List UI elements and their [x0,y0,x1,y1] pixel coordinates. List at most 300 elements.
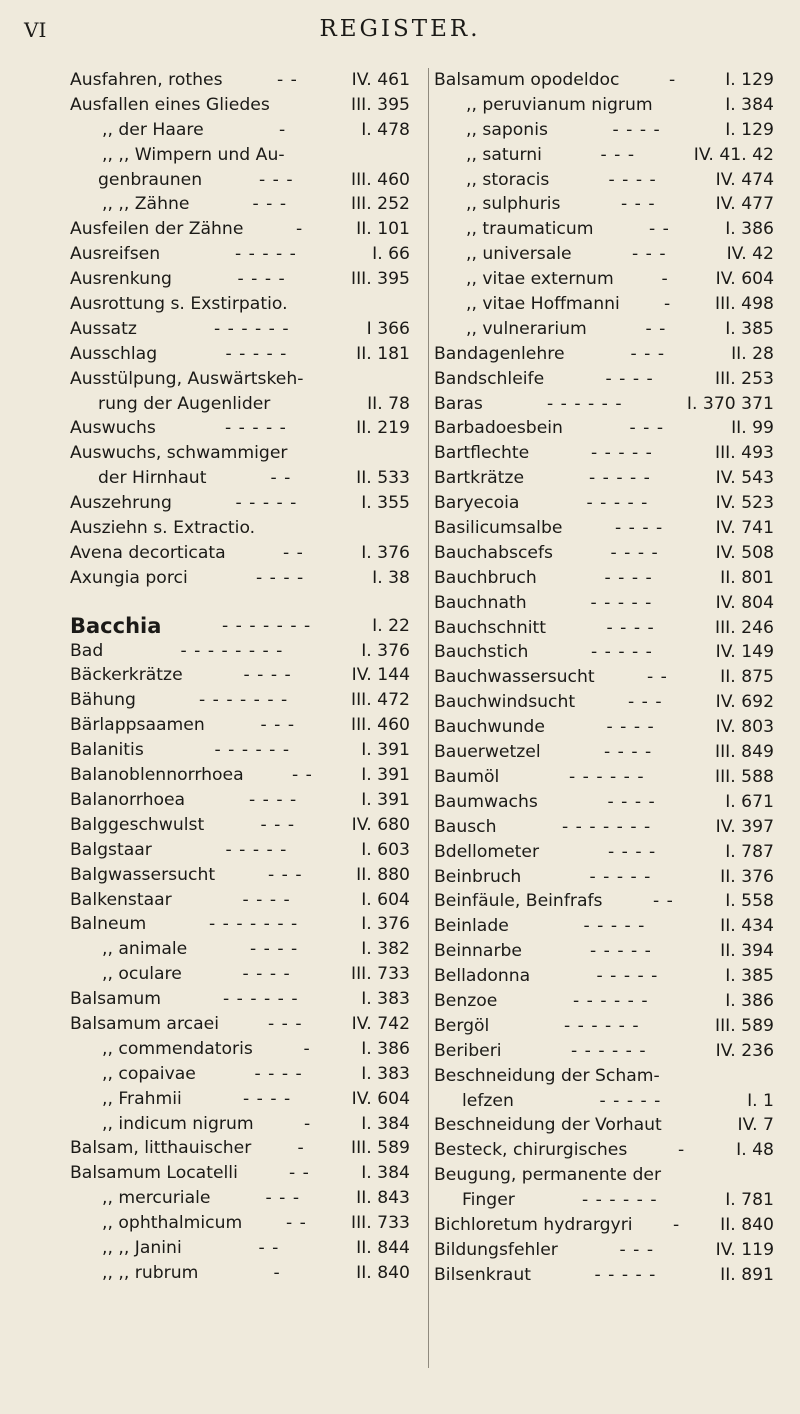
page-reference: II. 99 [731,418,774,439]
leader-dashes: - - - - [605,368,654,389]
index-term: Bildungsfehler [434,1239,558,1260]
index-entry [70,788,420,813]
index-term: Auszehrung [70,493,172,514]
leader-dashes: - - - - [237,269,286,290]
index-term: rung der Augenlider [98,393,271,414]
leader-dashes: - - - - [604,742,653,763]
index-term: genbraunen [98,169,203,190]
index-entry [434,1014,774,1039]
page-reference: IV. 508 [715,542,774,563]
page-reference: IV. 803 [715,717,774,738]
page-reference: IV. 543 [715,468,774,489]
leader-dashes: - - [653,891,674,912]
leader-dashes: - - - - - [225,418,287,439]
page-reference: III. 246 [715,617,774,638]
index-entry [434,591,774,616]
leader-dashes: - - - - [606,617,655,638]
index-entry [70,491,420,516]
leader-dashes: - - - - - - [564,1015,640,1036]
leader-dashes: - - - [268,1013,303,1034]
index-term: Beschneidung der Vorhaut [434,1115,662,1136]
index-term: Finger [462,1190,515,1211]
leader-dashes: - - [270,468,292,489]
index-term: Bdellometer [434,841,540,862]
index-term: ,, universale [466,244,572,265]
leader-dashes: - - - - - [583,916,646,937]
index-entry [434,1089,774,1114]
page-reference: I. 129 [725,119,774,140]
index-term: Bandagenlehre [434,343,565,364]
index-term: Beinlade [434,916,509,937]
page-reference: IV. 461 [351,70,410,90]
leader-dashes: - - - - - [589,468,651,489]
index-entry [434,441,774,466]
index-entry [70,1087,420,1112]
index-term: der Hirnhaut [98,468,207,489]
leader-dashes: - [303,1038,311,1059]
index-term: Balanoblennorrhoea [70,765,244,786]
page-reference: IV. 397 [715,816,774,837]
leader-dashes: - - - - - - [582,1190,658,1211]
page-reference: II. 875 [720,667,774,688]
index-term: ,, vulnerarium [466,318,587,339]
index-entry [434,168,774,193]
index-term: Bartflechte [434,443,530,464]
page-reference: I. 383 [361,1063,410,1084]
leader-dashes: - - - - - - [214,740,291,761]
index-term: Besteck, chirurgisches [434,1140,628,1161]
index-entry [70,566,420,591]
index-entry [434,765,774,790]
index-term: ,, ,, Wimpern und Au- [102,144,285,165]
index-entry [70,1236,420,1261]
index-entry [70,1261,420,1286]
index-entry [434,939,774,964]
page-reference: I. 604 [361,889,410,910]
index-entry [70,392,420,417]
page-reference: III. 589 [715,1015,774,1036]
index-term: Balsamum arcaei [70,1013,219,1034]
index-entry [434,516,774,541]
index-entry [434,790,774,815]
index-entry [434,1263,774,1288]
index-term: ,, vitae Hoffmanni [466,294,620,315]
page-reference: III. 733 [351,1213,410,1234]
index-entry [70,639,420,664]
index-term: Belladonna [434,966,531,987]
leader-dashes: - - - - [250,939,299,960]
index-entry [70,541,420,566]
page-reference: II. 840 [720,1214,774,1235]
leader-dashes: - - - - - [235,493,298,514]
index-term: Balneum [70,914,147,935]
page-reference: I. 671 [725,791,774,812]
index-entry [434,1064,774,1089]
leader-dashes: - [273,1262,281,1283]
index-entry [70,663,420,688]
index-entry [70,987,420,1012]
leader-dashes: - [669,70,677,90]
leader-dashes: - - - - - [225,839,288,860]
index-entry [434,740,774,765]
leader-dashes: - - - [621,194,656,215]
index-entry [434,217,774,242]
page-reference: II. 101 [356,219,410,240]
index-entry [434,143,774,168]
leader-dashes: - [661,269,669,290]
page-reference: I. 355 [361,493,410,514]
leader-dashes: - - - - - - [573,990,649,1011]
leader-dashes: - - - - - [594,1264,657,1285]
page-reference: III. 253 [715,368,774,389]
index-entry [434,317,774,342]
index-term: Bähung [70,690,136,711]
index-term: Basilicumsalbe [434,518,563,539]
index-term: Beugung, permanente der [434,1165,662,1186]
leader-dashes: - - - - [254,1063,303,1084]
leader-dashes: - - - - [615,518,664,539]
leader-dashes: - - - - [612,119,661,140]
index-term: ,, sulphuris [466,194,561,215]
index-term: ,, saponis [466,119,548,140]
page-reference: III. 395 [351,269,410,290]
leader-dashes: - - - [600,144,636,165]
index-term: ,, saturni [466,144,542,165]
index-entry [434,1163,774,1188]
index-term: ,, ,, rubrum [102,1262,199,1283]
page-reference: I. 22 [372,615,410,636]
page-reference: III. 460 [351,715,410,736]
leader-dashes: - - - - - - - [209,914,299,935]
leader-dashes: - - - - - - - [562,816,652,837]
index-term: Ausfahren, rothes [70,70,223,90]
index-term: Bärlappsaamen [70,715,205,736]
index-entry [434,815,774,840]
index-entry [434,1039,774,1064]
leader-dashes: - - - - [242,964,291,985]
index-term: Auswuchs, schwammiger [70,443,288,464]
index-term: Balanorrhoea [70,789,186,810]
page-reference: II. 376 [720,866,774,887]
index-term: Ausfeilen der Zähne [70,219,244,240]
index-term: Beinfäule, Beinfrafs [434,891,603,912]
index-entry [434,342,774,367]
index-term: ,, peruvianum nigrum [466,94,653,115]
page-reference: III. 733 [351,964,410,985]
page-reference: I. 385 [725,318,774,339]
index-entry [434,889,774,914]
index-entry [70,1012,420,1037]
leader-dashes: - - - [630,343,666,364]
index-term: Bauchnath [434,592,527,613]
page-reference: IV. 144 [351,665,410,686]
leader-dashes: - - - - - - - [222,615,312,636]
index-entry [70,838,420,863]
page-reference: I. 384 [361,1113,410,1134]
index-entry [434,392,774,417]
leader-dashes: - - - [629,418,665,439]
index-entry [70,614,420,639]
index-term: ,, mercuriale [102,1188,211,1209]
index-entry [70,466,420,491]
index-entry [434,242,774,267]
index-entry [70,1112,420,1137]
running-title: REGISTER. [319,16,481,42]
page-reference: IV. 680 [351,814,410,835]
leader-dashes: - - [289,1163,310,1184]
page-reference: II. 78 [367,393,410,414]
index-entry [70,168,420,193]
page-reference: I. 386 [725,990,774,1011]
index-entry [70,713,420,738]
leader-dashes: - - [283,542,304,563]
page-reference: III. 460 [351,169,410,190]
leader-dashes: - - - - - - [547,393,623,414]
leader-dashes: - - [277,70,298,90]
index-entry [434,640,774,665]
index-term: Bauerwetzel [434,742,541,763]
index-term: Ausziehn s. Extractio. [70,518,256,539]
index-entry [434,367,774,392]
page-reference: IV. 604 [715,269,774,290]
page-reference: II. 801 [720,567,774,588]
leader-dashes: - - - - [249,789,298,810]
index-term: ,, oculare [102,964,182,985]
leader-dashes: - - [649,219,670,240]
index-term: Bad [70,640,104,661]
page-reference: I. 376 [361,640,410,661]
page-reference: I. 781 [725,1190,774,1211]
index-entry [434,416,774,441]
index-term: Bauchwassersucht [434,667,595,688]
page-reference: I. 66 [372,244,410,265]
index-term: ,, indicum nigrum [102,1113,254,1134]
index-term: Aussatz [70,318,137,339]
leader-dashes: - - - - - - [223,989,299,1010]
index-term: Avena decorticata [70,542,226,563]
index-entry [70,93,420,118]
leader-dashes: - - - - - [590,941,652,962]
page-reference: I. 1 [747,1090,774,1111]
index-term: ,, animale [102,939,188,960]
index-term: Balgstaar [70,839,152,860]
index-term: ,, ,, Janini [102,1237,182,1258]
index-entry [434,715,774,740]
index-entry [70,267,420,292]
page-header [0,14,800,50]
leader-dashes: - [678,1140,686,1161]
leader-dashes: - - - - [608,841,657,862]
index-entry [70,317,420,342]
index-entry [70,738,420,763]
index-entry [434,616,774,641]
leader-dashes: - - - - - [225,343,288,364]
index-term: Benzoe [434,990,498,1011]
section-gap [70,591,420,614]
index-term: Bauchwindsucht [434,692,576,713]
page-reference: II. 434 [720,916,774,937]
index-term: ,, vitae externum [466,269,614,290]
index-entry [70,1211,420,1236]
page-reference: III. 395 [351,94,410,115]
leader-dashes: - - - [619,1239,655,1260]
page-reference: I. 384 [361,1163,410,1184]
index-term: Beschneidung der Scham- [434,1065,660,1086]
page-reference: I. 376 [361,542,410,563]
index-term: ,, copaivae [102,1063,196,1084]
index-entry [70,217,420,242]
page-reference: IV. 474 [715,169,774,190]
index-entry [70,688,420,713]
page-reference: IV. 149 [715,642,774,663]
index-entry [434,914,774,939]
page-reference: I. 383 [361,989,410,1010]
index-term: ,, commendatoris [102,1038,253,1059]
page-reference: I. 38 [372,567,410,588]
index-entry [434,93,774,118]
index-entry [434,192,774,217]
leader-dashes: - - - [632,244,667,265]
index-entry [434,964,774,989]
page-reference: I. 603 [361,839,410,860]
index-term: Bilsenkraut [434,1264,531,1285]
page-reference: IV. 741 [715,518,774,539]
index-entry [70,68,420,93]
page-reference: III. 588 [715,766,774,787]
page-reference: IV. 523 [715,493,774,514]
index-entry [434,690,774,715]
page-reference: IV. 804 [715,592,774,613]
page-reference: III. 498 [715,294,774,315]
index-term: Bandschleife [434,368,545,389]
index-entry [70,118,420,143]
index-term: ,, ,, Zähne [102,194,190,215]
index-term: Bacchia [70,613,162,638]
index-entry [434,1138,774,1163]
page-reference: III. 472 [351,690,410,711]
index-entry [434,989,774,1014]
page-reference: II. 181 [356,343,410,364]
index-entry [70,367,420,392]
index-term: Beinbruch [434,866,522,887]
index-entry [70,342,420,367]
index-term: Bauchwunde [434,717,545,738]
index-entry [434,68,774,93]
index-entry [70,1136,420,1161]
leader-dashes: - - - [252,194,288,215]
index-column-left [70,68,420,1286]
page-reference: I. 370 371 [686,393,774,414]
index-entry [434,466,774,491]
index-entry [434,118,774,143]
index-entry [70,516,420,541]
index-entry [70,441,420,466]
index-term: Barbadoesbein [434,418,563,439]
leader-dashes: - - - - [606,717,655,738]
index-entry [434,865,774,890]
index-term: ,, Frahmii [102,1088,182,1109]
page-reference: II. 394 [720,941,774,962]
page-reference: I. 787 [725,841,774,862]
index-term: Ausrottung s. Exstirpatio. [70,294,288,315]
index-term: Bartkrätze [434,468,525,489]
page-reference: II. 28 [731,343,774,364]
index-entry [434,1238,774,1263]
index-entry [434,1188,774,1213]
page-reference: III. 589 [351,1138,410,1159]
index-entry [70,1062,420,1087]
index-term: Balggeschwulst [70,814,205,835]
page-reference: I 366 [366,318,410,339]
leader-dashes: - - - - [243,1088,292,1109]
leader-dashes: - - [645,318,667,339]
page-number: VI [24,18,47,42]
index-term: Bergöl [434,1015,490,1036]
index-entry [70,292,420,317]
index-term: Ausrenkung [70,269,172,290]
index-term: ,, storacis [466,169,550,190]
index-term: Beinnarbe [434,941,523,962]
page-reference: I. 384 [725,94,774,115]
index-entry [70,912,420,937]
index-entry [434,267,774,292]
page-reference: III. 493 [715,443,774,464]
page-reference: I. 478 [361,119,410,140]
leader-dashes: - - - [265,1188,301,1209]
page-reference: I. 558 [725,891,774,912]
leader-dashes: - - - - - - [571,1040,647,1061]
leader-dashes: - - - - - [235,244,297,265]
leader-dashes: - - [258,1237,280,1258]
index-entry [70,1037,420,1062]
page-reference: I. 385 [725,966,774,987]
leader-dashes: - - - - [610,542,659,563]
index-term: Beriberi [434,1040,502,1061]
page-reference: IV. 7 [737,1115,774,1136]
page-reference: I. 376 [361,914,410,935]
index-entry [70,1161,420,1186]
leader-dashes: - - - - [243,665,292,686]
leader-dashes: - - - - - - - [199,690,289,711]
index-term: Ausreifsen [70,244,161,265]
index-term: Axungia porci [70,567,188,588]
page-reference: II. 533 [356,468,410,489]
index-column-right [434,68,774,1288]
leader-dashes: - - - [268,864,303,885]
index-term: Baryecoia [434,493,520,514]
index-entry [70,937,420,962]
leader-dashes: - - - - - [599,1090,662,1111]
index-entry [70,192,420,217]
index-entry [434,541,774,566]
leader-dashes: - - [292,765,313,786]
index-entry [70,962,420,987]
index-term: Baumwachs [434,791,538,812]
index-entry [70,763,420,788]
leader-dashes: - - - - - [591,443,653,464]
index-term: Balsamum [70,989,161,1010]
page-reference: III. 252 [351,194,410,215]
index-entry [434,665,774,690]
index-term: ,, ophthalmicum [102,1213,243,1234]
index-term: Ausfallen eines Gliedes [70,94,270,115]
index-term: Bichloretum hydrargyri [434,1214,633,1235]
index-entry [70,888,420,913]
index-entry [70,863,420,888]
leader-dashes: - [304,1113,312,1134]
index-entry [434,292,774,317]
page-reference: IV. 742 [351,1013,410,1034]
